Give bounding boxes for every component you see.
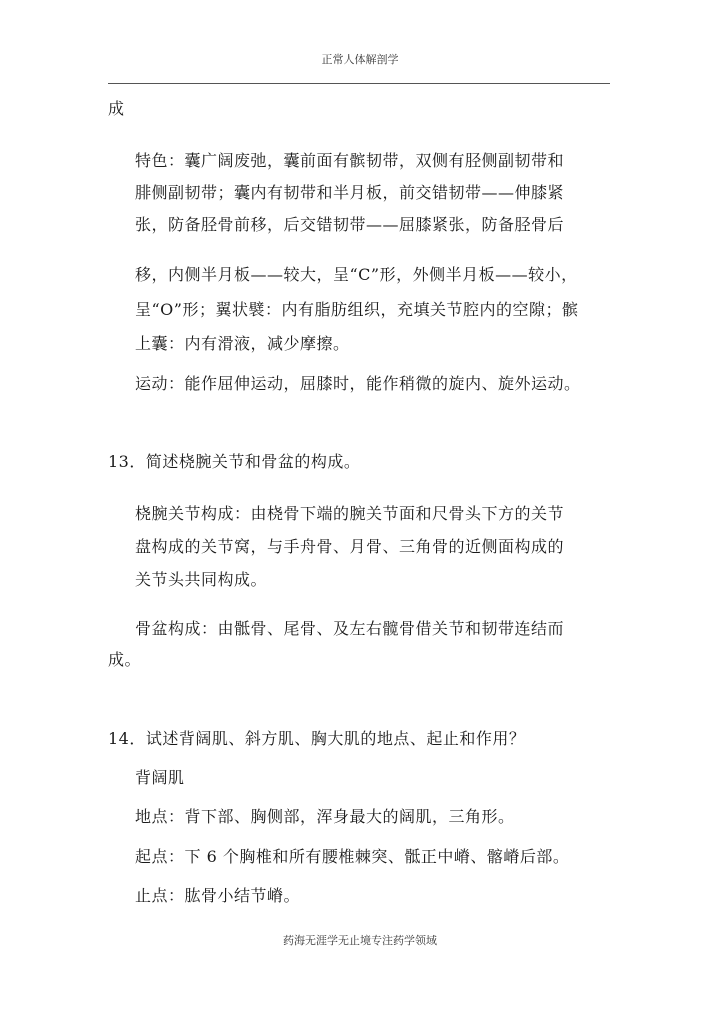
body-line-origin: 起点：下 6 个胸椎和所有腰椎棘突、骶正中嵴、髂嵴后部。 xyxy=(135,847,570,866)
body-line-knee-features: 特色：囊广阔废弛，囊前面有髌韧带，双侧有胫侧副韧带和 xyxy=(135,151,565,170)
body-line: 张，防备胫骨前移，后交错韧带——屈膝紧张，防备胫骨后 xyxy=(135,215,565,234)
page-header: 正常人体解剖学 xyxy=(321,53,399,66)
body-line: 关节头共同构成。 xyxy=(135,570,268,589)
body-line: 盘构成的关节窝，与手舟骨、月骨、三角骨的近侧面构成的 xyxy=(135,537,565,556)
page-footer: 药海无涯学无止境专注药学领域 xyxy=(283,934,437,947)
question-14: 14．试述背阔肌、斜方肌、胸大肌的地点、起止和作用？ xyxy=(108,729,526,748)
body-line-pelvis: 骨盆构成：由骶骨、尾骨、及左右髋骨借关节和韧带连结而 xyxy=(135,619,565,638)
body-line: 腓侧副韧带；囊内有韧带和半月板，前交错韧带——伸膝紧 xyxy=(135,183,565,202)
body-line-location: 地点：背下部、胸侧部，浑身最大的阔肌，三角形。 xyxy=(135,807,515,826)
body-line-knee-movement: 运动：能作屈伸运动，屈膝时，能作稍微的旋内、旋外运动。 xyxy=(135,374,581,393)
body-line-insertion: 止点：肱骨小结节嵴。 xyxy=(135,886,301,905)
body-line-continuation: 成 xyxy=(108,99,125,118)
header-divider xyxy=(108,83,610,84)
body-line: 上囊：内有滑液，减少摩擦。 xyxy=(135,334,350,353)
subheading-latissimus: 背阔肌 xyxy=(135,768,185,787)
body-line: 移，内侧半月板——较大，呈“C”形，外侧半月板——较小， xyxy=(135,265,578,284)
body-line-radiocarpal: 桡腕关节构成：由桡骨下端的腕关节面和尺骨头下方的关节 xyxy=(135,504,565,523)
question-13: 13．简述桡腕关节和骨盆的构成。 xyxy=(108,452,361,471)
body-line: 呈“O”形；翼状襞：内有脂肪组织，充填关节腔内的空隙；髌 xyxy=(135,300,579,319)
body-line: 成。 xyxy=(108,650,142,669)
